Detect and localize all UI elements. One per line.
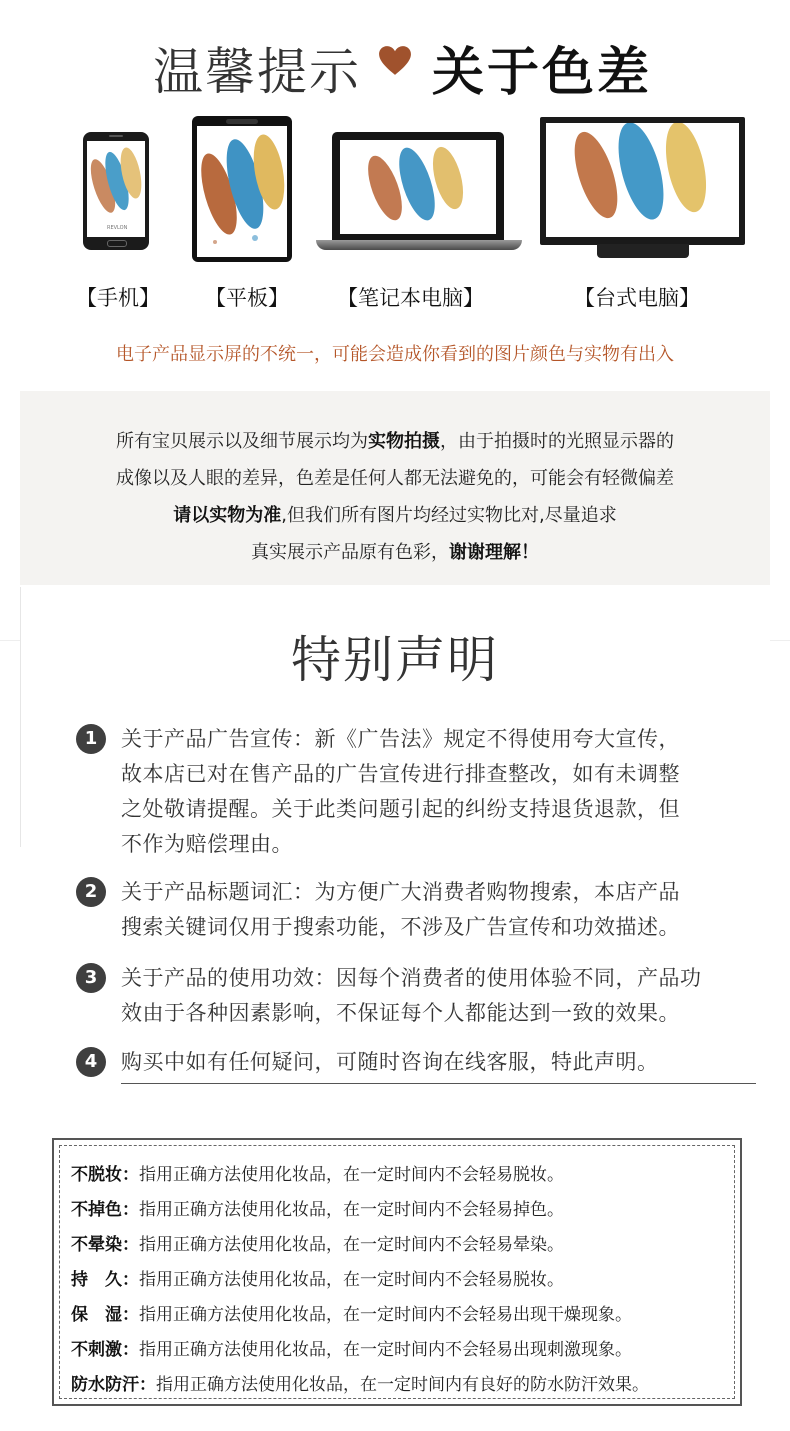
label-phone: 【手机】 xyxy=(76,286,160,310)
definition-row: 保 湿：指用正确方法使用化妆品，在一定时间内不会轻易出现干燥现象。 xyxy=(71,1305,632,1325)
header-right-title: 关于色差 xyxy=(432,43,653,103)
header xyxy=(0,28,790,103)
number-badge: 2 xyxy=(76,877,106,907)
definition-row: 不掉色：指用正确方法使用化妆品，在一定时间内不会轻易掉色。 xyxy=(71,1200,564,1220)
definition-row: 不脱妆：指用正确方法使用化妆品，在一定时间内不会轻易脱妆。 xyxy=(71,1165,564,1185)
definition-row: 持 久：指用正确方法使用化妆品，在一定时间内不会轻易脱妆。 xyxy=(71,1270,564,1290)
number-badge: 3 xyxy=(76,963,106,993)
tablet-device xyxy=(192,116,292,262)
desktop-screen xyxy=(546,123,739,237)
laptop-base xyxy=(316,240,522,250)
statement-text: 关于产品广告宣传：新《广告法》规定不得使用夸大宣传， 故本店已对在售产品的广告宣传进行排查整改，如有未调整 之处敬请提醒。关于此类问题引起的纠纷支持退货退款，但 不作为赔偿理由。 xyxy=(121,727,680,856)
color-difference-warning: 电子产品显示屏的不统一，可能会造成你看到的图片颜色与实物有出入 xyxy=(116,344,674,365)
desktop-stand xyxy=(597,244,689,258)
number-badge: 4 xyxy=(76,1047,106,1077)
definition-row: 不晕染：指用正确方法使用化妆品，在一定时间内不会轻易晕染。 xyxy=(71,1235,564,1255)
notice-line-2: 成像以及人眼的差异，色差是任何人都无法避免的，可能会有轻微偏差 xyxy=(116,468,674,489)
number-badge: 1 xyxy=(76,724,106,754)
phone-brand: REVLON xyxy=(107,225,128,231)
laptop-device xyxy=(332,132,504,240)
statement-text: 关于产品标题词汇：为方便广大消费者购物搜索，本店产品 搜索关键词仅用于搜索功能，不涉及广告宣传和功效描述。 xyxy=(121,880,680,939)
label-tablet: 【平板】 xyxy=(205,286,289,310)
notice-line-1: 所有宝贝展示以及细节展示均为实物拍摄，由于拍摄时的光照显示器的 xyxy=(116,431,674,452)
statement-text: 关于产品的使用功效：因每个消费者的使用体验不同，产品功 效由于各种因素影响，不保证每个人都能达到一致的效果。 xyxy=(121,966,702,1025)
tablet-screen xyxy=(197,126,287,257)
underline xyxy=(121,1083,756,1084)
statement-title: 特别声明 xyxy=(291,631,499,689)
header-left-title: 温馨提示 xyxy=(153,43,361,101)
heart-icon xyxy=(378,44,412,78)
laptop-screen xyxy=(340,140,496,234)
label-laptop: 【笔记本电脑】 xyxy=(337,286,484,310)
phone-device xyxy=(83,132,149,250)
label-desktop: 【台式电脑】 xyxy=(574,286,700,310)
phone-screen xyxy=(87,141,145,237)
notice-box xyxy=(20,391,770,585)
notice-line-3: 请以实物为准,但我们所有图片均经过实物比对,尽量追求 xyxy=(173,505,617,526)
notice-line-4: 真实展示产品原有色彩，谢谢理解！ xyxy=(251,542,539,563)
definition-row: 不刺激：指用正确方法使用化妆品，在一定时间内不会轻易出现刺激现象。 xyxy=(71,1340,632,1360)
statement-text: 购买中如有任何疑问，可随时咨询在线客服，特此声明。 xyxy=(121,1050,659,1074)
desktop-device xyxy=(540,117,745,245)
definition-row: 防水防汗：指用正确方法使用化妆品，在一定时间内有良好的防水防汗效果。 xyxy=(71,1375,649,1395)
definitions-box xyxy=(52,1138,742,1406)
